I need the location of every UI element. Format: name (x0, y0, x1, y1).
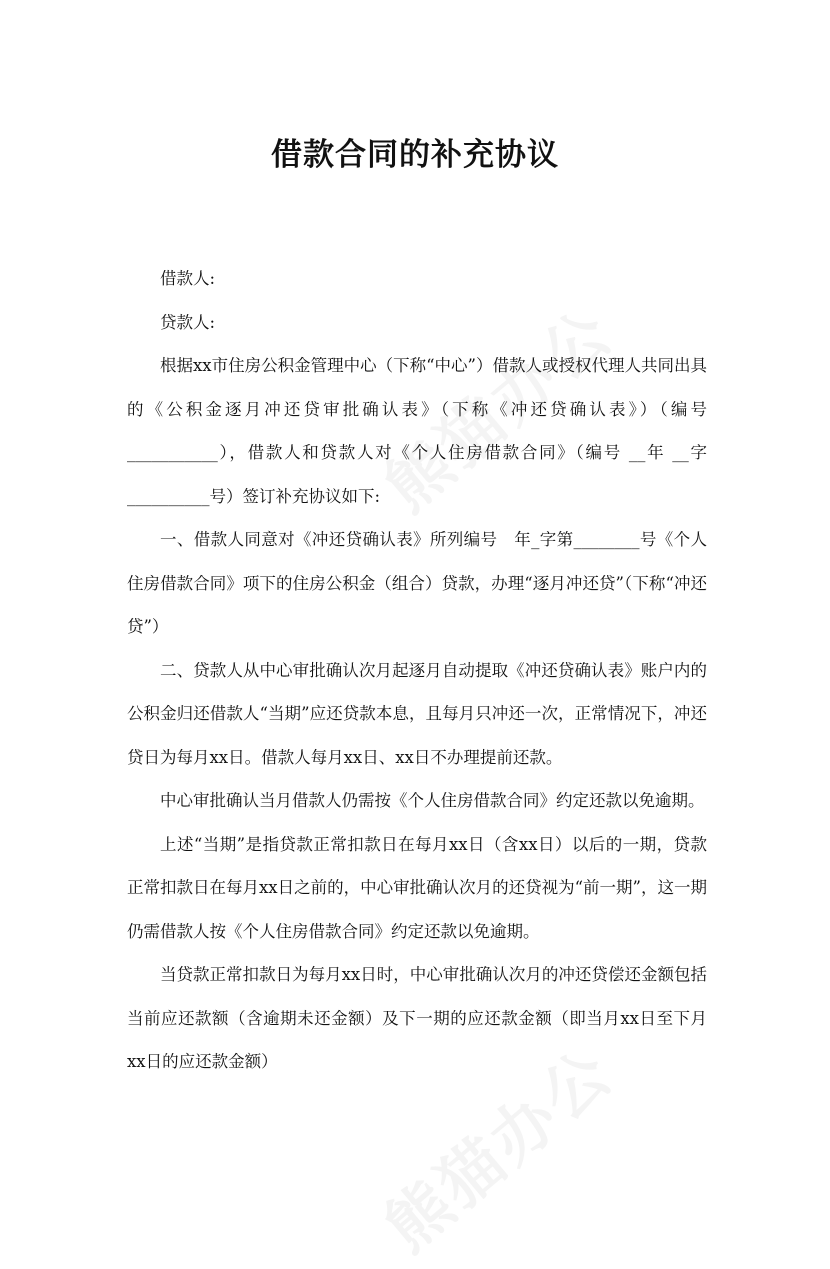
paragraph-current-period: 上述“当期”是指贷款正常扣款日在每月xx日（含xx日）以后的一期，贷款正常扣款日在每月xx日之前的，中心审批确认次月的还贷视为“前一期”，这一期仍需借款人按《个人住房借款合同》约定还款以免逾期。 (127, 834, 707, 941)
paragraph-clause-1: 一、借款人同意对《冲还贷确认表》所列编号 年_字第________号《个人住房借款合同》项下的住房公积金（组合）贷款，办理“逐月冲还贷”（下称“冲还贷”） (127, 530, 707, 636)
document-body (127, 257, 707, 1084)
paragraph-approval-month: 中心审批确认当月借款人仍需按《个人住房借款合同》约定还款以免逾期。 (160, 791, 705, 810)
paragraph-repayment-amount: 当贷款正常扣款日为每月xx日时，中心审批确认次月的冲还贷偿还金额包括当前应还款额（含逾期未还金额）及下一期的应还款金额（即当月xx日至下月xx日的应还款金额） (127, 965, 707, 1071)
paragraph-clause-2: 二、贷款人从中心审批确认次月起逐月自动提取《冲还贷确认表》账户内的公积金归还借款人“当期”应还贷款本息，且每月只冲还一次，正常情况下，冲还贷日为每月xx日。借款人每月xx日、xx日不办理提前还款。 (127, 660, 707, 767)
borrower-line: 借款人: (160, 269, 216, 288)
lender-line: 贷款人: (160, 312, 216, 332)
paragraph-preamble: 根据xx市住房公积金管理中心（下称“中心”）借款人或授权代理人共同出具的《公积金逐月冲还贷审批确认表》（下称《冲还贷确认表》）（编号___________），借款人和贷款人对《个人住房借款合同》（编号 __年 __字__________号）签订补充协议如下: (127, 356, 707, 506)
document-title: 借款合同的补充协议 (271, 137, 559, 173)
